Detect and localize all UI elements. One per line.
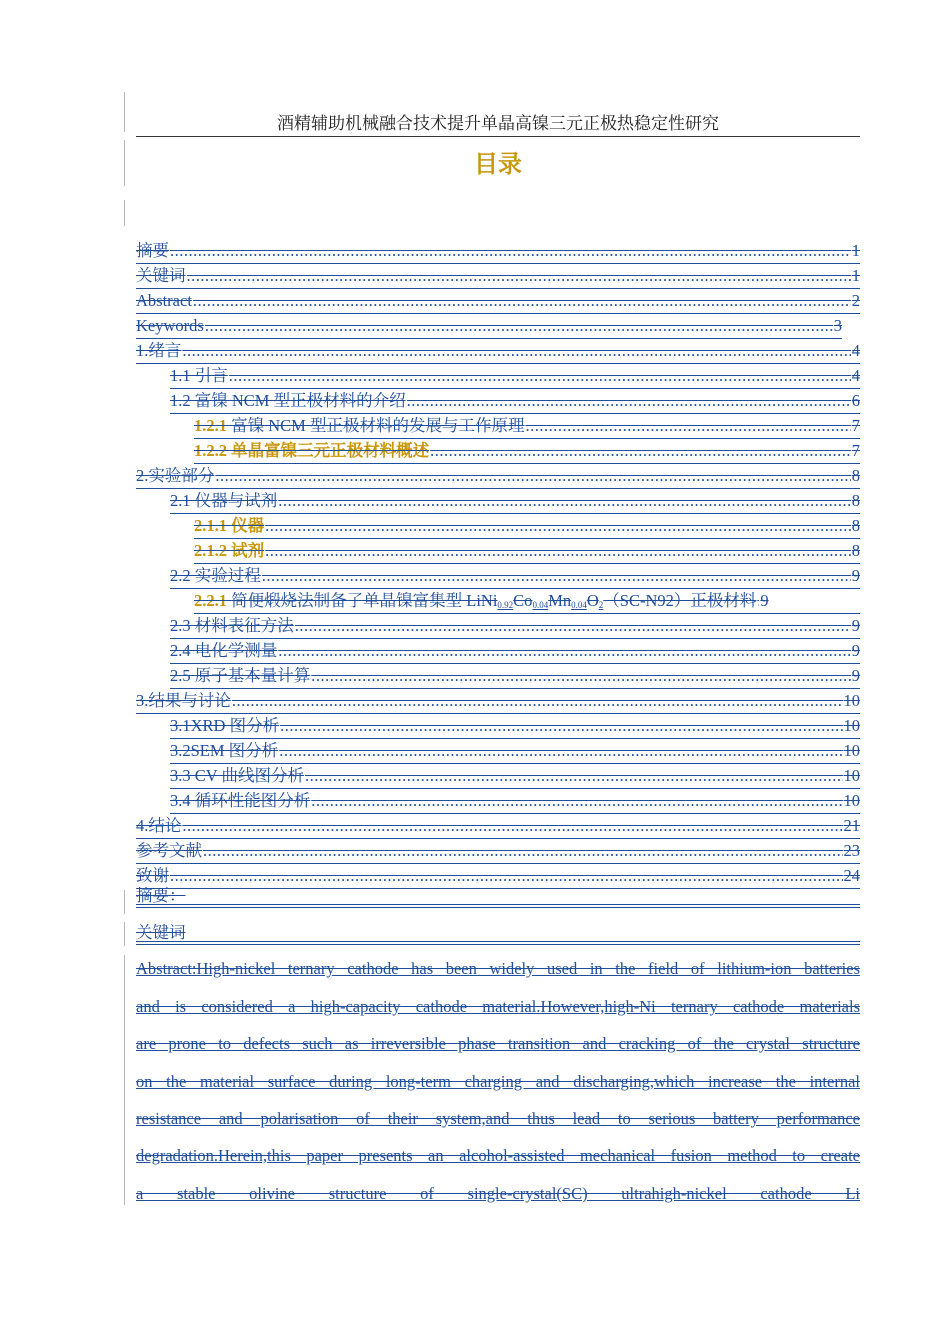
toc-entry[interactable]: 2.2.1 简便煅烧法制备了单晶镍富集型 $LiNi_{0.92}Co_{0.04}Mn_{0.04}O_2(SC-N92)$正极材料 ..... 9 <box>194 588 860 614</box>
dot-leader <box>205 313 833 338</box>
toc-entry[interactable]: 3.1XRD 图分析 ..... 10 <box>170 713 860 739</box>
toc-entry[interactable]: 3.结果与讨论 ..... 10 <box>136 688 860 714</box>
toc-entry[interactable]: Keywords ..... 3 <box>136 313 842 339</box>
toc-entry[interactable]: 1.绪言 ..... 4 <box>136 338 860 364</box>
margin-mark <box>124 890 125 914</box>
toc-entry[interactable]: 摘要 ..... 1 <box>136 238 860 264</box>
dot-leader <box>295 613 851 638</box>
dot-leader <box>279 738 842 763</box>
dot-leader <box>311 663 851 688</box>
toc-entry[interactable]: 2.2 实验过程 ..... 9 <box>170 563 860 589</box>
toc-entry[interactable]: 3.4 循环性能图分析 ..... 10 <box>170 788 860 814</box>
dot-leader <box>182 813 842 838</box>
heading-rule <box>136 941 860 942</box>
dot-leader <box>430 438 851 463</box>
toc-entry[interactable]: 2.3 材料表征方法 ..... 9 <box>170 613 860 639</box>
running-header: 酒精辅助机械融合技术提升单晶高镍三元正极热稳定性研究 <box>136 113 860 137</box>
dot-leader <box>232 688 843 713</box>
toc-entry[interactable]: 关键词 ..... 1 <box>136 263 860 289</box>
toc-entry[interactable]: 1.2.1 富镍 NCM 型正极材料的发展与工作原理 ..... 7 <box>194 413 860 439</box>
toc-entry[interactable]: 2.1 仪器与试剂 ..... 8 <box>170 488 860 514</box>
toc-entry[interactable]: 2.实验部分 ..... 8 <box>136 463 860 489</box>
dot-leader <box>278 488 851 513</box>
dot-leader <box>170 238 851 263</box>
dot-leader <box>311 788 842 813</box>
dot-leader <box>280 713 842 738</box>
heading-rule <box>136 904 860 905</box>
dot-leader <box>757 588 759 613</box>
dot-leader <box>525 413 850 438</box>
abstract-line: and is considered a high-capacity cathode material.However,high-Ni ternary cathode materials <box>136 997 860 1016</box>
dot-leader <box>278 638 851 663</box>
margin-mark <box>124 92 125 132</box>
dot-leader <box>407 388 851 413</box>
abstract-line: on the material surface during long-term charging and discharging,which increase the internal <box>136 1072 860 1091</box>
dot-leader <box>305 763 843 788</box>
abstract-line: a stable olivine structure of single-crystal(SC) ultrahigh-nickel cathode Li <box>136 1184 860 1203</box>
margin-mark <box>124 922 125 946</box>
margin-mark <box>124 140 125 186</box>
toc-entry[interactable]: 致谢 ..... 24 <box>136 863 860 889</box>
toc-entry[interactable]: 2.1.2 试剂 ..... 8 <box>194 538 860 564</box>
abstract-line: degradation.Herein,this paper presents an alcohol-assisted mechanical fusion method to create <box>136 1146 860 1165</box>
dot-leader <box>265 538 851 563</box>
abstract-line: are prone to defects such as irreversible phase transition and cracking of the crystal structure <box>136 1034 860 1053</box>
keywords-heading: 关键词 <box>136 922 860 945</box>
toc-entry[interactable]: 4.结论 ..... 21 <box>136 813 860 839</box>
toc-entry[interactable]: 3.3 CV 曲线图分析 ..... 10 <box>170 763 860 789</box>
toc-entry[interactable]: 1.2 富镍 NCM 型正极材料的介绍 ..... 6 <box>170 388 860 414</box>
dot-leader <box>262 563 851 588</box>
dot-leader <box>182 338 850 363</box>
dot-leader <box>265 513 851 538</box>
abstract-line: Abstract:High-nickel ternary cathode has been widely used in the field of lithium-ion batteries <box>136 959 860 978</box>
toc-entry[interactable]: 2.1.1 仪器 ..... 8 <box>194 513 860 539</box>
dot-leader <box>229 363 851 388</box>
dot-leader <box>203 838 843 863</box>
toc-entry[interactable]: 3.2SEM 图分析 ..... 10 <box>170 738 860 764</box>
toc-entry[interactable]: Abstract ..... 2 <box>136 288 860 314</box>
toc-entry[interactable]: 1.1 引言 ..... 4 <box>170 363 860 389</box>
abstract-line: resistance and polarisation of their system,and thus lead to serious battery performance <box>136 1109 860 1128</box>
margin-mark <box>124 200 125 226</box>
dot-leader <box>215 463 850 488</box>
abstract-heading: 摘要： <box>136 885 860 908</box>
margin-mark <box>124 955 125 1205</box>
dot-leader <box>193 288 851 313</box>
toc-entry[interactable]: 2.5 原子基本量计算 ..... 9 <box>170 663 860 689</box>
toc-entry[interactable]: 1.2.2 单晶富镍三元正极材料概述 ..... 7 <box>194 438 860 464</box>
toc-entry[interactable]: 2.4 电化学测量 ..... 9 <box>170 638 860 664</box>
toc-entry[interactable]: 参考文献 ..... 23 <box>136 838 860 864</box>
dot-leader <box>187 263 851 288</box>
toc-title: 目录 <box>474 150 522 178</box>
